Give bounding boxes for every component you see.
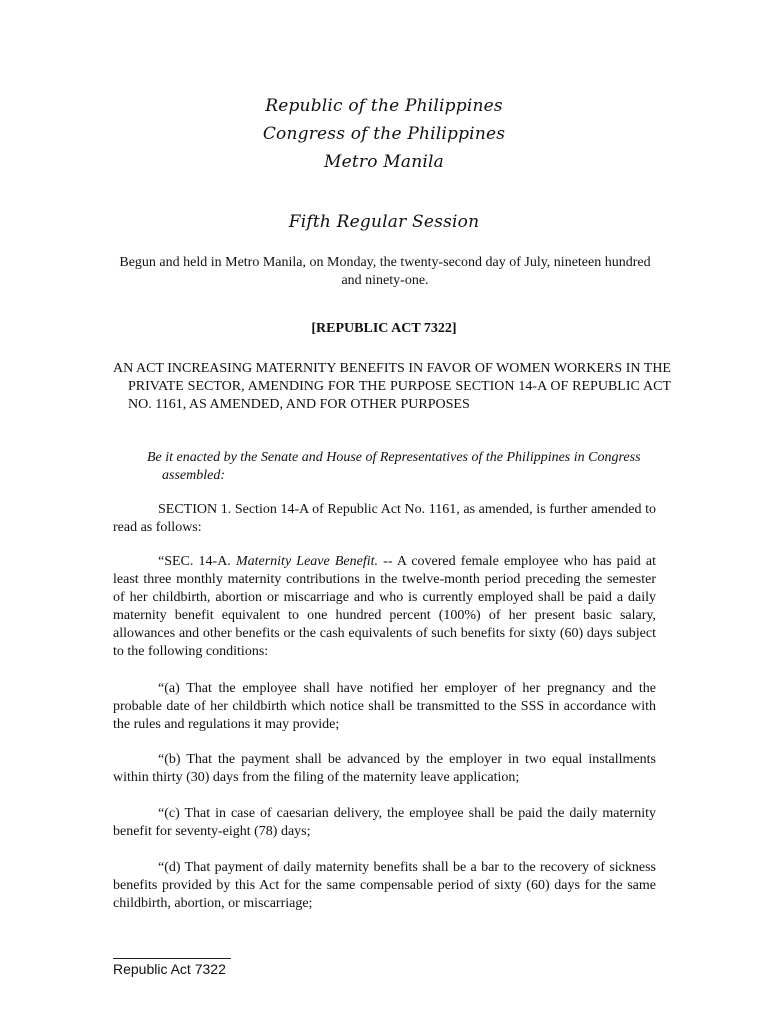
act-title: AN ACT INCREASING MATERNITY BENEFITS IN FAVOR OF WOMEN WORKERS IN THE PRIVATE SECTOR, AMENDING FOR THE PURPOSE SECTION 14-A OF REPUBLIC ACT NO. 1161, AS AMENDED, AND FOR OTHER PURPOSES [113, 361, 671, 412]
header-metro-manila: Metro Manila [324, 152, 444, 172]
sec-14a-paragraph [113, 553, 656, 661]
section-1-paragraph: SECTION 1. Section 14-A of Republic Act No. 1161, as amended, is further amended to read as follows: [113, 502, 656, 535]
footer-label: Republic Act 7322 [113, 961, 226, 977]
condition-b: “(b) That the payment shall be advanced by the employer in two equal installments within thirty (30) days from the filing of the maternity leave application; [113, 752, 656, 785]
session-heading: Fifth Regular Session [288, 212, 480, 232]
condition-d: “(d) That payment of daily maternity benefits shall be a bar to the recovery of sickness benefits provided by this Act for the same compensable period of sixty (60) days for the same childbirth, abortion, or miscarriage; [113, 860, 656, 911]
footer-rule [113, 958, 231, 959]
condition-c: “(c) That in case of caesarian delivery, the employee shall be paid the daily maternity benefit for seventy-eight (78) days; [113, 806, 656, 839]
header-republic: Republic of the Philippines [265, 96, 503, 116]
republic-act-title: [REPUBLIC ACT 7322] [311, 321, 457, 336]
condition-a: “(a) That the employee shall have notified her employer of her pregnancy and the probable date of her childbirth which notice shall be transmitted to the SSS in accordance with the rules and regulations it may provide; [113, 681, 656, 732]
masthead [0, 92, 768, 176]
begun-statement: Begun and held in Metro Manila, on Monday, the twenty-second day of July, nineteen hundred and ninety-one. [119, 255, 651, 288]
sec-14a-lead: “SEC. 14-A. [158, 554, 236, 569]
enacting-clause: Be it enacted by the Senate and House of Representatives of the Philippines in Congress assembled: [147, 450, 641, 483]
sec-14a-heading: Maternity Leave Benefit. [235, 554, 379, 569]
header-congress: Congress of the Philippines [262, 124, 506, 144]
sec-14a-body: -- A covered female employee who has paid at least three monthly maternity contributions in the twelve-month period preceding the semester of her childbirth, abortion or miscarriage and who is currently employed shall be paid a daily maternity benefit equivalent to one hundred percent (100%) of her present basic salary, allowances and other benefits or the cash equivalents of such benefits for sixty (60) days subject to the following conditions: [113, 554, 656, 659]
